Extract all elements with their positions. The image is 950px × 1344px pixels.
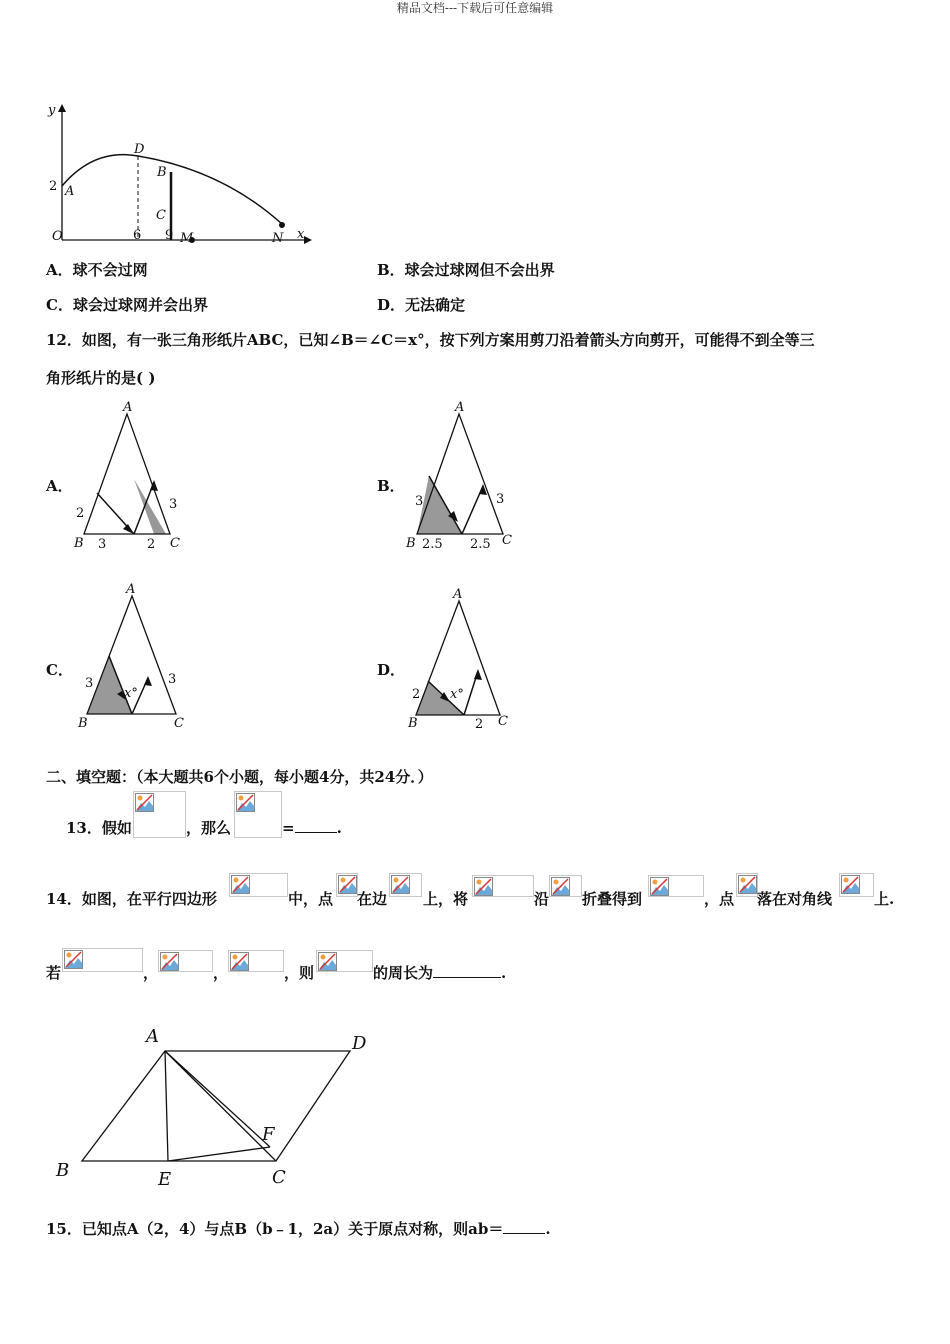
answer-blank	[503, 1219, 545, 1234]
point-b-label: B	[157, 165, 167, 180]
origin-label: O	[52, 229, 63, 244]
q15-end: .	[545, 1220, 551, 1238]
label-bottom-right: 2	[475, 717, 484, 732]
vertex-f: F	[262, 1124, 275, 1145]
formula-image	[158, 950, 213, 972]
vertex-b: B	[56, 1160, 70, 1181]
vertex-a: A	[146, 1026, 159, 1047]
broken-image-icon	[391, 875, 410, 894]
point-m-label: M	[180, 231, 194, 246]
tick-9: 9	[165, 228, 174, 243]
q14-part7: ，点	[704, 890, 735, 908]
q15-question	[46, 1219, 551, 1239]
triangle-option-b	[400, 398, 520, 553]
parabola-graph	[42, 98, 312, 248]
angle-label: x°	[450, 687, 464, 702]
q14-part5: 沿	[534, 890, 550, 908]
triangle-option-d	[400, 585, 520, 735]
formula-image	[229, 873, 288, 897]
vertex-c: C	[502, 533, 512, 548]
point-c-label: C	[156, 208, 166, 223]
q13-eq-sign: =	[282, 819, 295, 837]
broken-image-icon	[841, 875, 860, 894]
formula-image	[234, 791, 282, 838]
q13-mid: ，那么	[186, 819, 232, 837]
broken-image-icon	[230, 952, 249, 971]
broken-image-icon	[318, 952, 337, 971]
angle-label: x°	[124, 686, 138, 701]
q12-option-a-letter: A．	[46, 477, 73, 495]
formula-image	[549, 875, 582, 897]
parallelogram-figure	[50, 1022, 380, 1197]
tick-2: 2	[49, 179, 58, 194]
apex-a: A	[455, 400, 465, 415]
broken-image-icon	[474, 877, 493, 896]
broken-image-icon	[231, 875, 250, 894]
q14-part6: 折叠得到	[582, 890, 643, 908]
x-axis-label: x	[297, 227, 305, 242]
q11-option-a: A．球不会过网	[46, 261, 148, 279]
broken-image-icon	[338, 875, 357, 894]
triangle-option-a	[70, 398, 190, 553]
q14-part2: 中，点	[288, 890, 334, 908]
broken-image-icon	[236, 793, 255, 812]
section-2-heading: 二、填空题：（本大题共6个小题，每小题4分，共24分．）	[46, 768, 433, 786]
vertex-c: C	[498, 714, 508, 729]
vertex-b: B	[406, 536, 416, 551]
q13-prefix: 13．假如	[66, 819, 132, 837]
page-header: 精品文档---下载后可任意编辑	[396, 1, 554, 15]
q14-row2-part5: 的周长为 .	[373, 964, 507, 982]
apex-a: A	[126, 582, 136, 597]
label-bottom-right: 2	[147, 537, 156, 552]
q14-part9: 上.	[874, 890, 895, 908]
point-n-label: N	[272, 231, 284, 246]
q12-option-d-letter: D．	[377, 661, 406, 679]
broken-image-icon	[160, 952, 179, 971]
formula-image	[336, 873, 358, 897]
label-bottom-left: 3	[98, 537, 107, 552]
formula-image	[316, 950, 373, 972]
answer-blank	[433, 963, 501, 978]
q12-option-b-letter: B．	[377, 477, 405, 495]
label-bottom-right: 2.5	[470, 537, 491, 552]
q14-perimeter-text: 的周长为	[373, 964, 434, 982]
label-right: 3	[169, 497, 178, 512]
q11-option-d: D．无法确定	[377, 296, 466, 314]
q14-row2-part1: 若	[46, 964, 62, 982]
q11-option-c: C．球会过球网并会出界	[46, 296, 208, 314]
formula-image	[228, 950, 284, 972]
broken-image-icon	[650, 877, 669, 896]
q14-part8: 落在对角线	[757, 890, 833, 908]
vertex-b: B	[408, 716, 418, 731]
label-left: 2	[76, 506, 85, 521]
q12-text-line2: 角形纸片的是( )	[46, 369, 156, 387]
vertex-c: C	[170, 536, 180, 551]
q14-part1: 14．如图，在平行四边形	[46, 890, 217, 908]
formula-image	[736, 873, 758, 897]
label-right: 3	[496, 492, 505, 507]
vertex-b: B	[78, 716, 88, 731]
vertex-d: D	[352, 1033, 367, 1054]
label-left: 3	[85, 676, 94, 691]
vertex-c: C	[272, 1167, 286, 1188]
point-a-label: A	[65, 184, 75, 199]
broken-image-icon	[551, 877, 570, 896]
label-left: 2	[412, 687, 421, 702]
q14-row2-part3: ，	[213, 964, 229, 982]
y-axis-label: y	[48, 103, 56, 118]
formula-image	[389, 873, 422, 897]
label-left: 3	[415, 494, 424, 509]
q14-part4: 上，将	[423, 890, 469, 908]
q15-text: 15．已知点A（2，4）与点B（b﹣1，2a）关于原点对称，则ab＝	[46, 1220, 504, 1238]
q14-part3: 在边	[357, 890, 388, 908]
formula-image	[472, 875, 534, 897]
q11-option-b: B．球会过球网但不会出界	[377, 261, 555, 279]
broken-image-icon	[738, 875, 757, 894]
formula-image	[648, 875, 704, 897]
answer-blank	[295, 818, 337, 833]
apex-a: A	[123, 400, 133, 415]
tick-6: 6	[133, 228, 142, 243]
apex-a: A	[453, 587, 463, 602]
point-d-label: D	[134, 142, 145, 157]
formula-image	[133, 791, 186, 838]
formula-image	[839, 873, 874, 897]
q14-row2-part2: ，	[143, 964, 159, 982]
q14-row2-part4: ，则	[284, 964, 315, 982]
triangle-option-c	[72, 580, 192, 735]
vertex-b: B	[74, 536, 84, 551]
formula-image	[62, 948, 143, 972]
q13-equals: = .	[282, 819, 342, 837]
broken-image-icon	[64, 950, 83, 969]
label-right: 3	[168, 672, 177, 687]
q12-text-line1: 12．如图，有一张三角形纸片ABC，已知∠B＝∠C＝x°，按下列方案用剪刀沿着箭头方向剪开，可能得不到全等三	[46, 331, 815, 349]
vertex-c: C	[174, 716, 184, 731]
label-bottom-left: 2.5	[422, 537, 443, 552]
q12-option-c-letter: C．	[46, 661, 73, 679]
broken-image-icon	[135, 793, 154, 812]
vertex-e: E	[158, 1169, 172, 1190]
